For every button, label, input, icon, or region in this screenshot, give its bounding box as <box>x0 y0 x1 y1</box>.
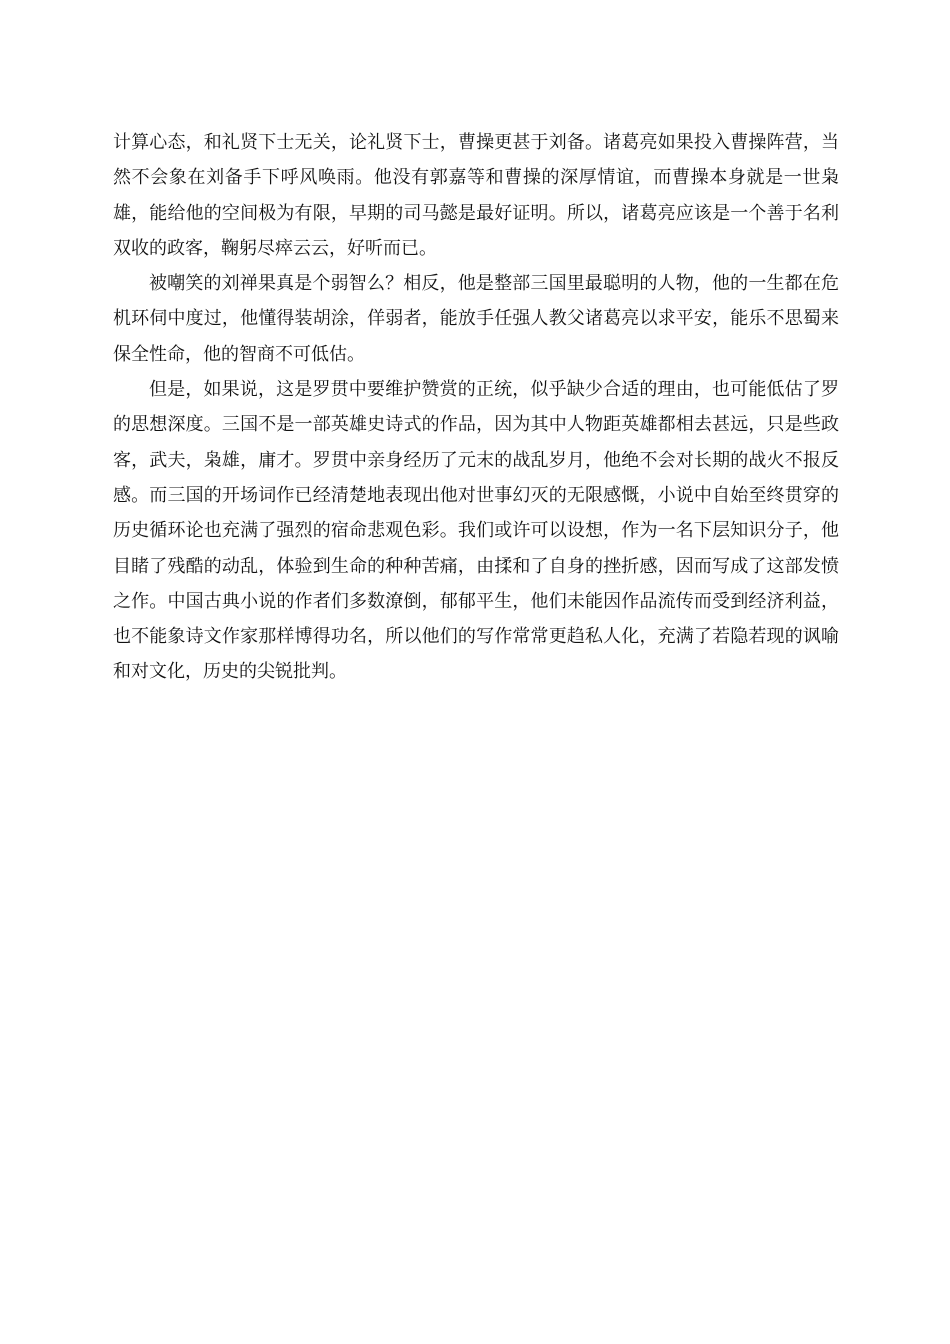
document-body <box>113 125 839 690</box>
paragraph: 但是，如果说，这是罗贯中要维护赞赏的正统，似乎缺少合适的理由，也可能低估了罗的思想深度。三国不是一部英雄史诗式的作品，因为其中人物距英雄都相去甚远，只是些政客，武夫，枭雄，庸才。罗贯中亲身经历了元末的战乱岁月，他绝不会对长期的战火不报反感。而三国的开场词作已经清楚地表现出他对世事幻灭的无限感慨，小说中自始至终贯穿的历史循环论也充满了强烈的宿命悲观色彩。我们或许可以设想，作为一名下层知识分子，他目睹了残酷的动乱，体验到生命的种种苦痛，由揉和了自身的挫折感，因而写成了这部发愤之作。中国古典小说的作者们多数潦倒，郁郁平生，他们未能因作品流传而受到经济利益，也不能象诗文作家那样博得功名，所以他们的写作常常更趋私人化，充满了若隐若现的讽喻和对文化，历史的尖锐批判。 <box>113 379 839 683</box>
paragraph-continued: 计算心态，和礼贤下士无关，论礼贤下士，曹操更甚于刘备。诸葛亮如果投入曹操阵营，当然不会象在刘备手下呼风唤雨。他没有郭嘉等和曹操的深厚情谊，而曹操本身就是一世枭雄，能给他的空间极为有限，早期的司马懿是最好证明。所以，诸葛亮应该是一个善于名利双收的政客，鞠躬尽瘁云云，好听而已。 <box>113 132 839 259</box>
paragraph: 被嘲笑的刘禅果真是个弱智么？相反，他是整部三国里最聪明的人物，他的一生都在危机环伺中度过，他懂得装胡涂，佯弱者，能放手任强人教父诸葛亮以求平安，能乐不思蜀来保全性命，他的智商不可低估。 <box>113 273 839 365</box>
